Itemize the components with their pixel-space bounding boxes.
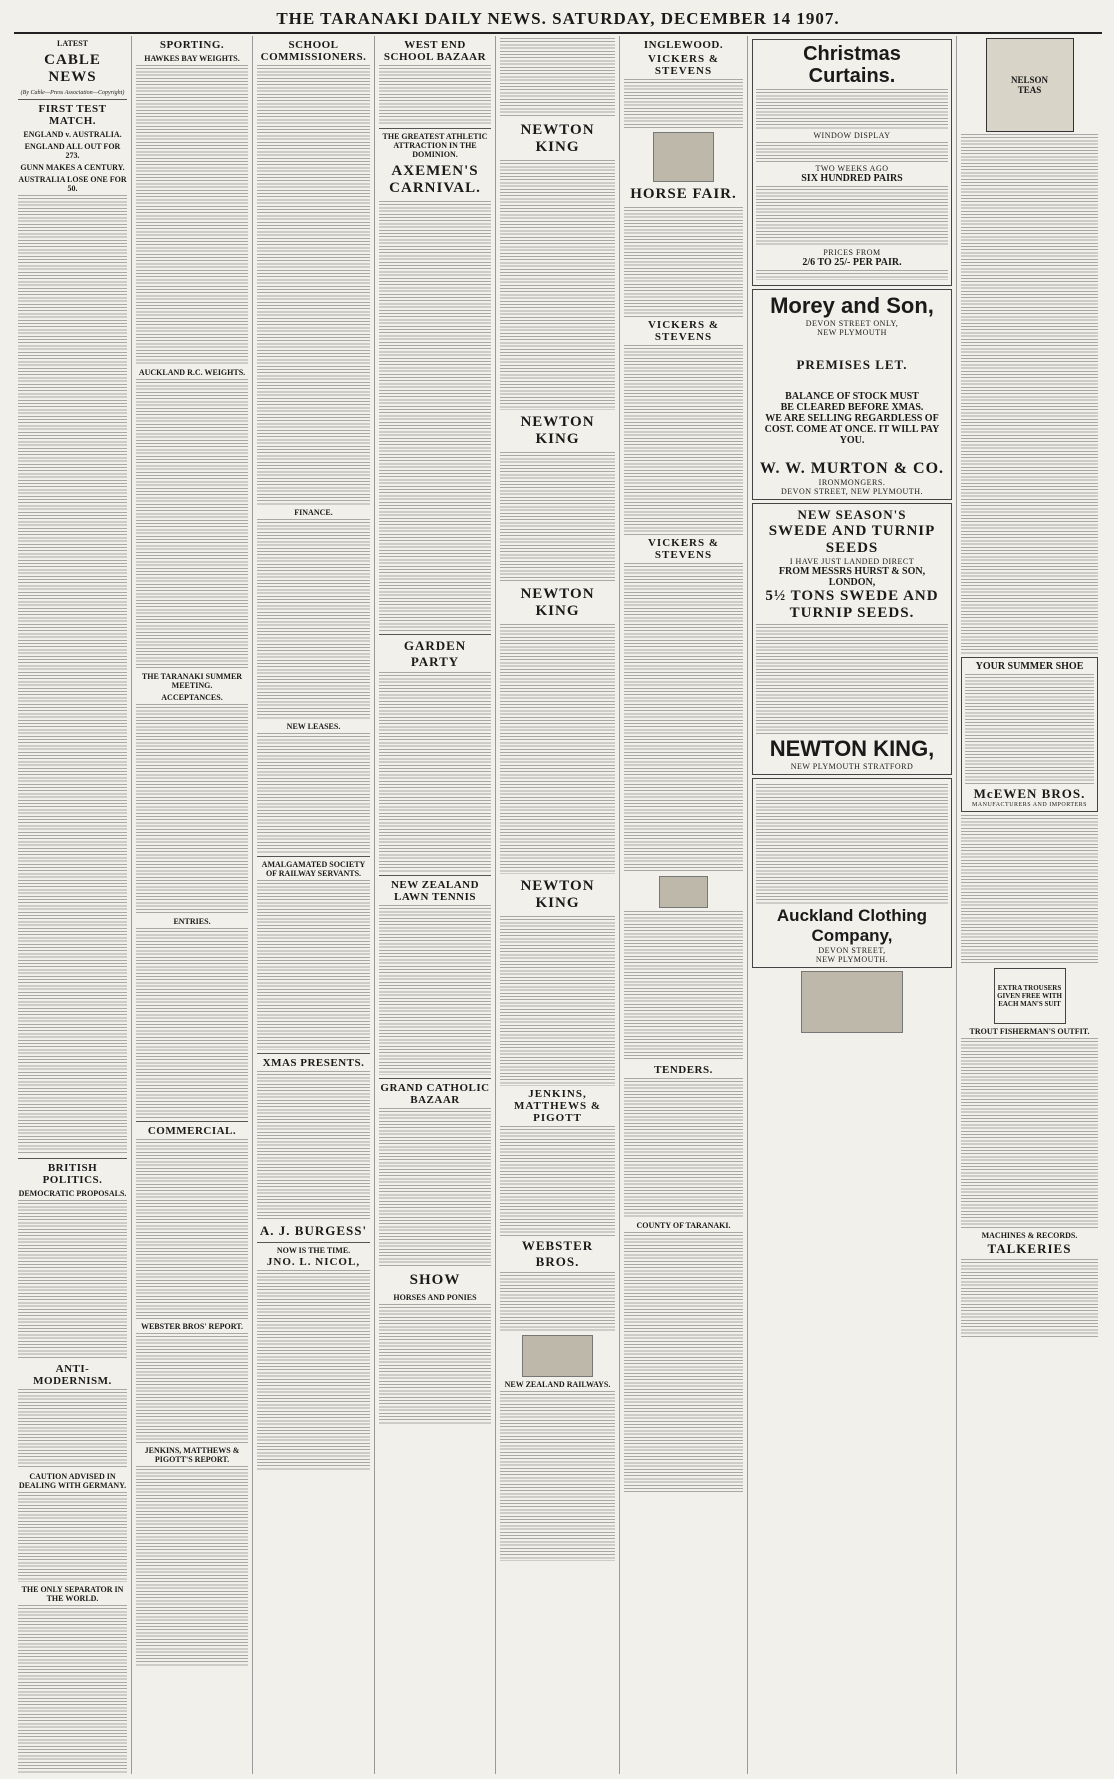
jenkins-report-heading: JENKINS, MATTHEWS & PIGOTT'S REPORT.: [144, 1446, 240, 1464]
talkeries-heading: TALKERIES: [987, 1241, 1072, 1256]
article-text: [500, 916, 615, 1086]
article-text: [379, 1304, 491, 1424]
article-text: [500, 38, 615, 118]
xmas-heading: XMAS PRESENTS.: [262, 1057, 365, 1069]
democratic-heading: DEMOCRATIC PROPOSALS.: [18, 1189, 127, 1198]
article-text: [257, 1270, 370, 1470]
prices-from: PRICES FROM: [823, 248, 881, 257]
ad-title-1: Christmas: [803, 43, 901, 65]
article-text: [500, 452, 615, 582]
article-text: [136, 928, 248, 1118]
article-text: [500, 1272, 615, 1332]
tennis-heading: NEW ZEALAND LAWN TENNIS: [390, 879, 480, 903]
article-text: [500, 1126, 615, 1236]
anti-modernism-heading: ANTI-MODERNISM.: [33, 1363, 112, 1387]
byline: (By Cable—Press Association—Copyright): [20, 90, 125, 96]
article-text: [18, 1389, 127, 1469]
tenders-heading: TENDERS.: [654, 1064, 713, 1076]
mcewen-name: McEWEN BROS.: [973, 786, 1086, 801]
seeds-line-1: NEW SEASON'S: [797, 507, 907, 522]
bazaar-heading: WEST END SCHOOL BAZAAR: [383, 39, 487, 63]
article-text: [379, 201, 491, 631]
article-text: [624, 1078, 743, 1218]
trout-heading: TROUT FISHERMAN'S OUTFIT.: [969, 1027, 1090, 1036]
article-text: [18, 1605, 127, 1774]
price-range: 2/6 TO 25/- PER PAIR.: [802, 257, 902, 268]
webster-heading: WEBSTER BROS.: [521, 1238, 594, 1269]
six-hundred-pairs: SIX HUNDRED PAIRS: [801, 173, 903, 184]
garden-party-heading: GARDEN PARTY: [403, 638, 467, 669]
county-heading: COUNTY OF TARANAKI.: [636, 1221, 731, 1230]
article-text: [379, 672, 491, 872]
mcewen-sub: MANUFACTURERS AND IMPORTERS: [971, 802, 1088, 808]
crest-illustration: [659, 876, 709, 908]
article-text: [379, 1108, 491, 1268]
morey-ad: [752, 289, 952, 500]
first-test-heading: FIRST TEST MATCH.: [38, 103, 107, 127]
murton-name: W. W. MURTON & CO.: [759, 460, 945, 477]
column-commissioners: [253, 36, 375, 1774]
morey-name: Morey and Son,: [770, 293, 934, 318]
window-display: WINDOW DISPLAY: [813, 131, 891, 140]
vickers-2: VICKERS & STEVENS: [647, 319, 720, 343]
show-heading: SHOW: [409, 1272, 461, 1288]
finance-heading: FINANCE.: [294, 508, 333, 517]
auckland-city: NEW PLYMOUTH.: [815, 955, 889, 964]
hawkes-heading: HAWKES BAY WEIGHTS.: [144, 54, 240, 63]
latest-heading: LATEST: [57, 39, 88, 48]
webster-report-heading: WEBSTER BROS' REPORT.: [140, 1322, 244, 1331]
axemen-heading: AXEMEN'S CARNIVAL.: [389, 163, 481, 196]
article-text: [500, 160, 615, 410]
article-text: [257, 65, 370, 505]
newton-king-2: NEWTON KING: [520, 414, 595, 447]
article-text: [257, 1071, 370, 1221]
christmas-curtains-ad: [752, 39, 952, 286]
show-sub: HORSES AND PONIES: [393, 1293, 477, 1302]
athletic-heading: THE GREATEST ATHLETIC ATTRACTION IN THE DOMINION.: [382, 132, 488, 159]
column-cable-news: [14, 36, 132, 1774]
morey-city: NEW PLYMOUTH: [817, 328, 887, 337]
article-text: [136, 1466, 248, 1666]
seeds-ad: [752, 503, 952, 775]
auckland-heading: AUCKLAND R.C. WEIGHTS.: [138, 368, 246, 377]
morey-address: DEVON STREET ONLY,: [805, 319, 899, 328]
inglewood-heading: INGLEWOOD.: [643, 39, 724, 51]
jenkins-heading: JENKINS, MATTHEWS & PIGOTT: [513, 1088, 602, 1124]
acceptances-heading: ACCEPTANCES.: [161, 693, 223, 702]
newton-king-4: NEWTON KING: [520, 878, 595, 911]
article-text: [624, 1232, 743, 1492]
seeds-line-5: 5½ TONS SWEDE AND TURNIP SEEDS.: [765, 588, 939, 621]
test-sub-4: AUSTRALIA LOSE ONE FOR 50.: [18, 175, 127, 193]
column-classifieds: [957, 36, 1102, 1774]
catholic-bazaar-heading: GRAND CATHOLIC BAZAAR: [380, 1082, 490, 1106]
test-sub-3: GUNN MAKES A CENTURY.: [20, 163, 125, 172]
column-auctions: [620, 36, 748, 1774]
entries-heading: ENTRIES.: [173, 917, 211, 926]
newton-king-1: NEWTON KING: [520, 122, 595, 155]
ad-title-2: Curtains.: [808, 65, 896, 87]
separator-heading: THE ONLY SEPARATOR IN THE WORLD.: [21, 1585, 124, 1603]
seeds-line-2: SWEDE AND TURNIP SEEDS: [768, 523, 936, 556]
trousers-badge: EXTRA TROUSERS GIVEN FREE WITH EACH MAN'S SUIT: [994, 968, 1066, 1024]
article-text: [136, 1333, 248, 1443]
auckland-clothing-ad: [752, 778, 952, 968]
summer-shoe-heading: YOUR SUMMER SHOE: [975, 661, 1084, 672]
test-sub-2: ENGLAND ALL OUT FOR 273.: [24, 142, 121, 160]
column-events: [375, 36, 496, 1774]
column-sales: [496, 36, 620, 1774]
article-text: [136, 1139, 248, 1319]
article-text: [18, 195, 127, 1155]
summer-shoe-ad: [961, 657, 1098, 812]
article-text: [136, 704, 248, 914]
article-text: [624, 207, 743, 317]
sporting-heading: SPORTING.: [159, 39, 225, 51]
article-text: [379, 905, 491, 1075]
vickers-1: VICKERS & STEVENS: [647, 53, 720, 77]
classifieds-text: [961, 1038, 1098, 1228]
railway-heading: AMALGAMATED SOCIETY OF RAILWAY SERVANTS.: [261, 860, 366, 878]
horse-fair-heading: HORSE FAIR.: [630, 186, 737, 202]
stock-line-1: BALANCE OF STOCK MUST: [785, 391, 919, 402]
caution-heading: CAUTION ADVISED IN DEALING WITH GERMANY.: [18, 1472, 127, 1490]
cable-news-heading: CABLE NEWS: [44, 52, 101, 85]
newton-king-3: NEWTON KING: [520, 586, 595, 619]
article-text: [624, 79, 743, 129]
newspaper-page: [14, 6, 1102, 1774]
horse-illustration: [653, 132, 715, 182]
auckland-address: DEVON STREET,: [818, 946, 886, 955]
summer-meeting-heading: THE TARANAKI SUMMER MEETING.: [141, 672, 243, 690]
article-text: [257, 880, 370, 1050]
masthead: THE TARANAKI DAILY NEWS. SATURDAY, DECEMBER 14 1907.: [14, 6, 1102, 34]
murton-sub: IRONMONGERS.: [818, 478, 886, 487]
british-politics-heading: BRITISH POLITICS.: [42, 1162, 103, 1186]
nelson-teas-logo: NELSON TEAS: [986, 38, 1074, 132]
article-text: [624, 563, 743, 873]
article-text: [136, 379, 248, 669]
column-sporting: [132, 36, 253, 1774]
railways-heading: NEW ZEALAND RAILWAYS.: [504, 1380, 611, 1389]
commercial-heading: COMMERCIAL.: [147, 1125, 237, 1137]
seeds-line-3: I HAVE JUST LANDED DIRECT: [789, 557, 915, 566]
classifieds-text: [961, 815, 1098, 965]
two-weeks: TWO WEEKS AGO: [815, 164, 889, 173]
newton-king-sub: NEW PLYMOUTH STRATFORD: [790, 762, 914, 771]
stock-line-2: BE CLEARED BEFORE XMAS.: [780, 402, 924, 413]
auckland-name: Auckland Clothing Company,: [776, 906, 928, 945]
article-text: [500, 1391, 615, 1561]
article-text: [379, 65, 491, 125]
article-text: [500, 624, 615, 874]
article-text: [136, 65, 248, 365]
train-illustration: [522, 1335, 593, 1377]
now-heading: NOW IS THE TIME.: [276, 1246, 351, 1255]
classifieds-text: [961, 1259, 1098, 1339]
column-advertisements: [748, 36, 957, 1774]
article-text: [18, 1200, 127, 1360]
article-text: [624, 345, 743, 535]
article-text: [257, 733, 370, 853]
seeds-line-4: FROM MESSRS HURST & SON, LONDON,: [778, 566, 926, 588]
vickers-3: VICKERS & STEVENS: [647, 537, 720, 561]
article-text: [18, 1492, 127, 1582]
burgess-name: A. J. BURGESS': [259, 1223, 368, 1238]
classifieds-text: [961, 134, 1098, 654]
article-text: [624, 911, 743, 1061]
article-text: [257, 519, 370, 719]
test-sub-1: ENGLAND v. AUSTRALIA.: [23, 130, 122, 139]
stock-line-3: WE ARE SELLING REGARDLESS OF COST. COME AT ONCE. IT WILL PAY YOU.: [764, 413, 940, 446]
leases-heading: NEW LEASES.: [286, 722, 341, 731]
machines-heading: MACHINES & RECORDS.: [981, 1231, 1078, 1240]
nicol-name: JNO. L. NICOL,: [266, 1256, 361, 1268]
murton-address: DEVON STREET, NEW PLYMOUTH.: [781, 487, 923, 496]
school-heading: SCHOOL COMMISSIONERS.: [260, 39, 367, 63]
premises-let: PREMISES LET.: [796, 357, 908, 372]
christmas-gift-illustration: [801, 971, 903, 1033]
newton-king-name: NEWTON KING,: [769, 736, 935, 761]
